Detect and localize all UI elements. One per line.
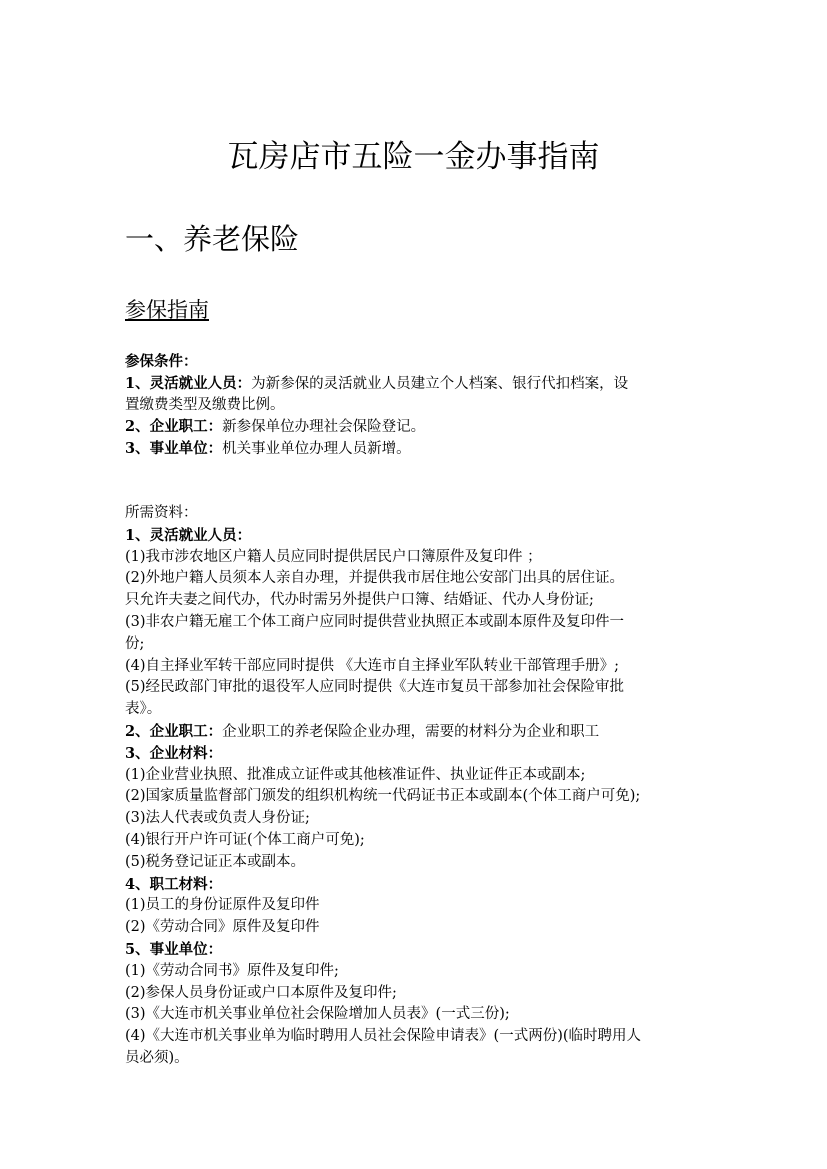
line-text: 为新参保的灵活就业人员建立个人档案、银行代扣档案，设 (251, 375, 629, 392)
text-line (125, 547, 707, 569)
text-line (125, 743, 707, 765)
line-text: 企业职工的养老保险企业办理，需要的材料分为企业和职工 (222, 723, 600, 740)
line-text: 表》。 (125, 701, 162, 718)
line-label: 3、企业材料： (125, 744, 223, 762)
line-label: 2、企业职工： (125, 418, 223, 436)
conditions-block (125, 351, 707, 460)
text-line (125, 438, 707, 460)
text-line (125, 786, 707, 808)
line-text: (3)法人代表或负责人身份证; (125, 810, 310, 827)
line-text: (2)《劳动合同》原件及复印件 (125, 919, 320, 936)
line-label: 4、职工材料： (125, 875, 223, 893)
line-text: 只允许夫妻之间代办，代办时需另外提供户口簿、结婚证、代办人身份证; (125, 592, 594, 609)
text-line (125, 983, 707, 1005)
line-label: 1、灵活就业人员： (125, 526, 252, 544)
line-text: (5)税务登记证正本或副本。 (125, 853, 306, 870)
text-line (125, 634, 707, 656)
materials-list (125, 525, 707, 1070)
document-title: 瓦房店市五险一金办事指南 (227, 139, 600, 175)
line-text: (3)非农户籍无雇工个体工商户应同时提供营业执照正本或副本原件及复印件一 (125, 613, 625, 630)
text-line (125, 416, 707, 438)
line-text: (1)《劳动合同书》原件及复印件; (125, 962, 339, 979)
materials-heading: 所需资料： (125, 505, 198, 521)
text-line (125, 917, 707, 939)
text-line (125, 677, 707, 699)
line-text: (5)经民政部门审批的退役军人应同时提供《大连市复员干部参加社会保险审批 (125, 679, 625, 696)
line-text: (2)外地户籍人员须本人亲自办理，并提供我市居住地公安部门出具的居住证。 (125, 570, 625, 587)
line-label: 3、事业单位： (125, 440, 223, 458)
text-line (125, 1004, 707, 1026)
line-text: (1)企业营业执照、批准成立证件或其他核准证件、执业证件正本或副本; (125, 766, 586, 783)
line-text: 员必须)。 (125, 1049, 189, 1066)
line-text: (1)员工的身份证原件及复印件 (125, 897, 320, 914)
text-line (125, 852, 707, 874)
line-text: 份; (125, 635, 145, 652)
conditions-list (125, 373, 707, 460)
text-line (125, 961, 707, 983)
text-line (125, 395, 707, 417)
line-text: 置缴费类型及缴费比例。 (125, 396, 285, 413)
text-line (125, 656, 707, 678)
line-text: 机关事业单位办理人员新增。 (222, 441, 411, 458)
text-line (125, 808, 707, 830)
line-text: 新参保单位办理社会保险登记。 (222, 419, 426, 436)
text-line (125, 590, 707, 612)
text-line (125, 830, 707, 852)
line-label: 1、灵活就业人员： (125, 374, 252, 392)
line-text: (3)《大连市机关事业单位社会保险增加人员表》(一式三份); (125, 1006, 510, 1023)
line-label: 5、事业单位： (125, 940, 223, 958)
line-text: (4)银行开户许可证(个体工商户可免); (125, 831, 365, 848)
line-text: (4)《大连市机关事业单为临时聘用人员社会保险申请表》(一式两份)(临时聘用人 (125, 1028, 642, 1045)
text-line (125, 939, 707, 961)
text-line (125, 1026, 707, 1048)
line-text: (2)国家质量监督部门颁发的组织机构统一代码证书正本或副本(个体工商户可免); (125, 788, 641, 805)
line-text: (1)我市涉农地区户籍人员应同时提供居民户口簿原件及复印件 ； (125, 548, 542, 565)
text-line (125, 874, 707, 896)
text-line (125, 612, 707, 634)
conditions-heading: 参保条件： (125, 353, 198, 370)
line-text: (4)自主择业军转干部应同时提供 《大连市自主择业军队转业干部管理手册》; (125, 657, 620, 674)
section-heading: 一、养老保险 (125, 222, 300, 256)
text-line (125, 721, 707, 743)
line-label: 2、企业职工： (125, 722, 223, 740)
subsection-heading: 参保指南 (125, 298, 209, 322)
text-line (125, 895, 707, 917)
text-line (125, 525, 707, 547)
text-line (125, 1048, 707, 1070)
text-line (125, 699, 707, 721)
text-line (125, 373, 707, 395)
text-line (125, 765, 707, 787)
line-text: (2)参保人员身份证或户口本原件及复印件; (125, 984, 397, 1001)
text-line (125, 568, 707, 590)
materials-block (125, 503, 707, 1070)
